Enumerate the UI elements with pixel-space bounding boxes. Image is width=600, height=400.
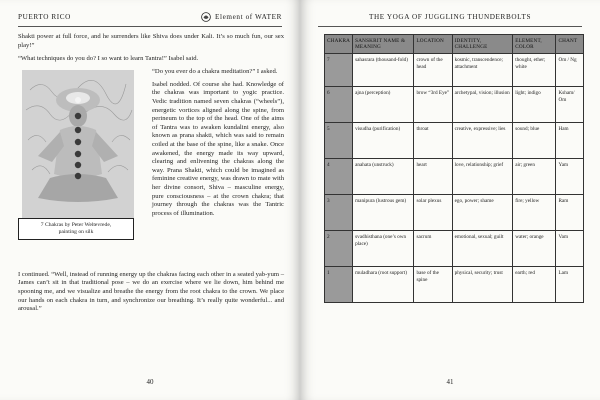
column-header: CHANT [556,35,584,54]
paragraph: I continued. “Well, instead of running energy up the chakras facing each other in a seated yab-yum – James can’t sit in that traditional pose – we do an exercise where we lie down, him behind me spooning me, and we visualize and breathe the energy from the root chakra to the crown. We place our hands on each chakra in turn, and synchronize our breathing. It’s really quite wonderful... and arousal.” [18,270,284,313]
header-divider [318,26,582,27]
right-page [300,0,600,400]
table-cell: physical, security; trust [452,267,513,303]
chakra-table [324,34,584,303]
table-cell: kosmic, transcendence; attachment [452,54,513,87]
table-cell: heart [414,159,452,195]
column-header: IDENTITY, CHALLENGE [452,35,513,54]
table-cell: 4 [325,159,353,195]
chakra-painting-image [22,70,134,218]
table-cell: sound; blue [513,123,556,159]
table-cell: crown of the head [414,54,452,87]
table-cell: 1 [325,267,353,303]
table-cell: solar plexus [414,195,452,231]
table-cell: archetypal, vision; illusion [452,87,513,123]
table-cell: Lam [556,267,584,303]
table-cell: sahasrara (thousand-fold) [353,54,414,87]
table-row [325,195,584,231]
column-header: SANSKRIT NAME & MEANING [353,35,414,54]
table-cell: muladhara (root support) [353,267,414,303]
table-row [325,123,584,159]
figure-caption [18,218,134,240]
table-cell: creative, expressive; lies [452,123,513,159]
table-cell: Ksham/ Om [556,87,584,123]
table-cell: 3 [325,195,353,231]
table-cell: brow “3rd Eye” [414,87,452,123]
table-cell: love, relationship; grief [452,159,513,195]
paragraph: “What techniques do you do? I so want to learn Tantra!” Isabel said. [18,54,199,62]
column-header: ELEMENT, COLOR [513,35,556,54]
table-cell: sacrum [414,231,452,267]
left-page-header [18,10,282,24]
table-cell: base of the spine [414,267,452,303]
caption-line-2: painting on silk [58,228,94,235]
table-cell: thought, ether; white [513,54,556,87]
left-page-body [18,33,284,318]
table-row [325,159,584,195]
table-cell: svadhisthana (one’s own place) [353,231,414,267]
caption-line-1: 7 Chakras by Peter Weltevrede, [40,221,112,228]
page-number: 41 [446,378,454,386]
table-cell: Vam [556,231,584,267]
header-book-title: THE YOGA OF JUGGLING THUNDERBOLTS [368,13,532,21]
header-element-title: Element of WATER [215,13,282,21]
table-row [325,54,584,87]
table-cell: water; orange [513,231,556,267]
paragraph: Shakti power at full force, and he surrenders like Shiva does under Kali. It’s so much fun, our sex play!” [18,33,284,49]
table-cell: emotional, sexual; guilt [452,231,513,267]
table-cell: fire; yellow [513,195,556,231]
table-cell: Ham [556,123,584,159]
table-cell: light; indigo [513,87,556,123]
table-row [325,267,584,303]
table-cell: ego, power; shame [452,195,513,231]
table-cell: 7 [325,54,353,87]
table-cell: 2 [325,231,353,267]
table-cell: anahata (unstruck) [353,159,414,195]
table-cell: 6 [325,87,353,123]
header-section-title: PUERTO RICO [18,13,71,21]
table-cell: Ram [556,195,584,231]
table-cell: visudha (purification) [353,123,414,159]
column-header: CHAKRA [325,35,353,54]
table-cell: ajna (perception) [353,87,414,123]
table-cell: 5 [325,123,353,159]
right-page-header [318,10,582,24]
table-cell: throat [414,123,452,159]
chakra-figure [18,68,146,268]
table-header-row [325,35,584,54]
table-row [325,87,584,123]
paragraph: Isabel nodded. Of course she had. Knowledge of the chakras was important to yogic practice. Vedic tradition named seven chakras (“wheels”), energetic vortices aligned along the spine, from perineum to the top of the head. One of the aims of Tantra was to awaken kundalini energy, also known as prana shakti, which was said to remain coiled at the base of the spine, like a snake. Once awakened, the energy made its way upward, clearing and enlivening the chakras along the way. Prana Shakti, which could be imagined as feminine creative energy, was drawn to mate with her divine consort, Shiva – masculine energy, pure consciousness – at the crown chakra; that journey through the chakras was the Tantric process of illumination. [152,80,284,217]
table-cell: manipura (lustrous gem) [353,195,414,231]
table-cell: Yam [556,159,584,195]
table-cell: earth; red [513,267,556,303]
table-cell: air; green [513,159,556,195]
table-row [325,231,584,267]
header-divider [18,26,282,27]
paragraph: “Do you ever do a chakra meditation?” I asked. [152,67,278,75]
column-header: LOCATION [414,35,452,54]
element-water-logo-icon [201,12,211,22]
table-cell: Om / Ng [556,54,584,87]
page-number: 40 [146,378,154,386]
